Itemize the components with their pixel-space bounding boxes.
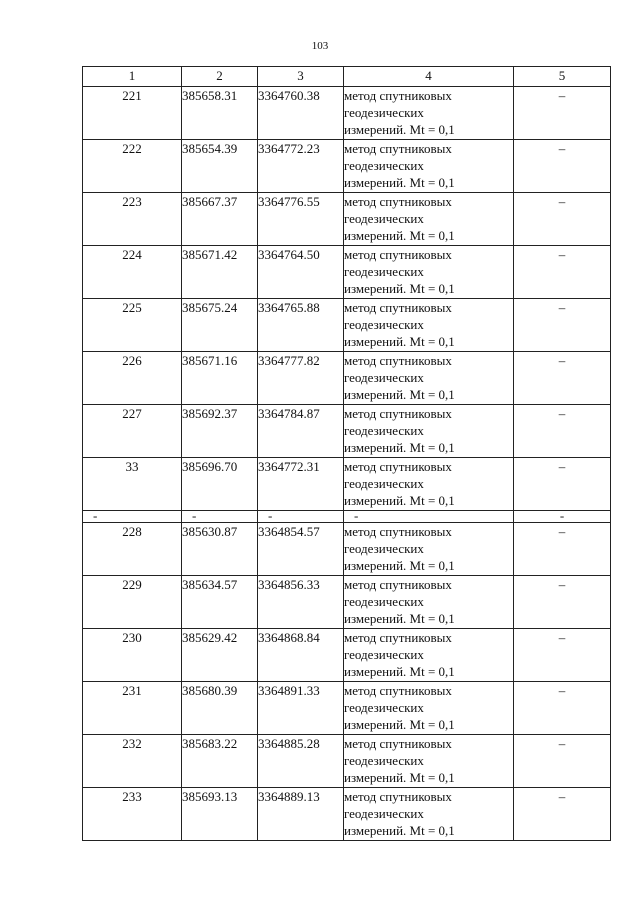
method-text: геодезических [344, 476, 424, 491]
table-row [83, 576, 611, 629]
y-coordinate-cell: 3364868.84 [258, 629, 344, 682]
method-text: геодезических [344, 158, 424, 173]
method-text: геодезических [344, 700, 424, 715]
x-coordinate-cell: 385692.37 [182, 405, 258, 458]
method-cell [344, 682, 514, 735]
description-cell: – [514, 735, 611, 788]
method-text: измерений. Mt = 0,1 [344, 228, 455, 243]
method-cell [344, 788, 514, 841]
coordinates-table [82, 66, 611, 841]
method-text: метод спутниковых [344, 736, 452, 751]
method-text: геодезических [344, 594, 424, 609]
y-coordinate-cell: 3364777.82 [258, 352, 344, 405]
x-coordinate-cell: 385667.37 [182, 193, 258, 246]
description-cell: – [514, 576, 611, 629]
description-cell: – [514, 788, 611, 841]
y-coordinate-cell: 3364854.57 [258, 523, 344, 576]
method-text: геодезических [344, 423, 424, 438]
method-text: измерений. Mt = 0,1 [344, 175, 455, 190]
y-coordinate-cell: 3364776.55 [258, 193, 344, 246]
method-text: метод спутниковых [344, 406, 452, 421]
point-number-cell: 226 [83, 352, 182, 405]
point-number-cell: 225 [83, 299, 182, 352]
table-row [83, 629, 611, 682]
method-text: измерений. Mt = 0,1 [344, 770, 455, 785]
description-cell: – [514, 405, 611, 458]
point-number-cell: 232 [83, 735, 182, 788]
point-number-cell: 222 [83, 140, 182, 193]
description-cell: – [514, 629, 611, 682]
method-text: измерений. Mt = 0,1 [344, 281, 455, 296]
method-text: измерений. Mt = 0,1 [344, 493, 455, 508]
method-cell [344, 140, 514, 193]
description-cell: – [514, 299, 611, 352]
description-cell: – [514, 246, 611, 299]
method-text: метод спутниковых [344, 789, 452, 804]
description-cell: – [514, 352, 611, 405]
method-text: метод спутниковых [344, 194, 452, 209]
method-cell [344, 523, 514, 576]
table-row [83, 405, 611, 458]
header-cell: 2 [182, 67, 258, 87]
table-row [83, 299, 611, 352]
x-coordinate-cell: 385630.87 [182, 523, 258, 576]
point-number-cell: 231 [83, 682, 182, 735]
method-text: метод спутниковых [344, 577, 452, 592]
point-number-cell: 33 [83, 458, 182, 511]
point-number-cell: 224 [83, 246, 182, 299]
point-number-cell: 223 [83, 193, 182, 246]
y-coordinate-cell: 3364764.50 [258, 246, 344, 299]
y-coordinate-cell: 3364765.88 [258, 299, 344, 352]
table-row [83, 735, 611, 788]
method-text: метод спутниковых [344, 141, 452, 156]
x-coordinate-cell: 385634.57 [182, 576, 258, 629]
method-cell [344, 193, 514, 246]
point-number-cell: 221 [83, 87, 182, 140]
table-row [83, 682, 611, 735]
x-coordinate-cell: 385654.39 [182, 140, 258, 193]
method-text: геодезических [344, 541, 424, 556]
separator-cell: - [258, 511, 344, 523]
separator-cell: - [514, 511, 611, 523]
method-cell [344, 87, 514, 140]
method-text: измерений. Mt = 0,1 [344, 440, 455, 455]
description-cell: – [514, 140, 611, 193]
x-coordinate-cell: 385629.42 [182, 629, 258, 682]
method-cell [344, 735, 514, 788]
description-cell: – [514, 682, 611, 735]
y-coordinate-cell: 3364856.33 [258, 576, 344, 629]
method-cell [344, 458, 514, 511]
point-number-cell: 228 [83, 523, 182, 576]
description-cell: – [514, 87, 611, 140]
table-row [83, 140, 611, 193]
header-cell: 5 [514, 67, 611, 87]
method-cell [344, 576, 514, 629]
method-text: метод спутниковых [344, 683, 452, 698]
method-text: метод спутниковых [344, 88, 452, 103]
x-coordinate-cell: 385680.39 [182, 682, 258, 735]
table-row [83, 87, 611, 140]
method-text: геодезических [344, 753, 424, 768]
method-text: измерений. Mt = 0,1 [344, 664, 455, 679]
method-text: геодезических [344, 211, 424, 226]
point-number-cell: 230 [83, 629, 182, 682]
description-cell: – [514, 193, 611, 246]
x-coordinate-cell: 385693.13 [182, 788, 258, 841]
page-number: 103 [311, 40, 329, 52]
description-cell: – [514, 523, 611, 576]
method-text: метод спутниковых [344, 353, 452, 368]
description-cell: – [514, 458, 611, 511]
header-cell: 4 [344, 67, 514, 87]
y-coordinate-cell: 3364760.38 [258, 87, 344, 140]
method-cell [344, 299, 514, 352]
x-coordinate-cell: 385696.70 [182, 458, 258, 511]
x-coordinate-cell: 385658.31 [182, 87, 258, 140]
method-text: измерений. Mt = 0,1 [344, 122, 455, 137]
method-text: геодезических [344, 105, 424, 120]
y-coordinate-cell: 3364772.31 [258, 458, 344, 511]
header-row [83, 67, 611, 87]
header-cell: 3 [258, 67, 344, 87]
method-text: измерений. Mt = 0,1 [344, 611, 455, 626]
header-cell: 1 [83, 67, 182, 87]
method-text: геодезических [344, 370, 424, 385]
table-row [83, 352, 611, 405]
method-text: измерений. Mt = 0,1 [344, 558, 455, 573]
separator-cell: - [83, 511, 182, 523]
y-coordinate-cell: 3364772.23 [258, 140, 344, 193]
y-coordinate-cell: 3364784.87 [258, 405, 344, 458]
method-text: геодезических [344, 264, 424, 279]
separator-cell: - [182, 511, 258, 523]
method-text: метод спутниковых [344, 247, 452, 262]
point-number-cell: 229 [83, 576, 182, 629]
separator-row [83, 511, 611, 523]
method-text: измерений. Mt = 0,1 [344, 717, 455, 732]
x-coordinate-cell: 385671.16 [182, 352, 258, 405]
method-text: геодезических [344, 317, 424, 332]
point-number-cell: 233 [83, 788, 182, 841]
point-number-cell: 227 [83, 405, 182, 458]
y-coordinate-cell: 3364891.33 [258, 682, 344, 735]
method-text: измерений. Mt = 0,1 [344, 334, 455, 349]
table-row [83, 523, 611, 576]
method-text: метод спутниковых [344, 300, 452, 315]
method-cell [344, 629, 514, 682]
method-cell [344, 405, 514, 458]
table-row [83, 788, 611, 841]
x-coordinate-cell: 385683.22 [182, 735, 258, 788]
y-coordinate-cell: 3364885.28 [258, 735, 344, 788]
x-coordinate-cell: 385675.24 [182, 299, 258, 352]
method-text: метод спутниковых [344, 524, 452, 539]
x-coordinate-cell: 385671.42 [182, 246, 258, 299]
method-cell [344, 246, 514, 299]
method-text: измерений. Mt = 0,1 [344, 823, 455, 838]
y-coordinate-cell: 3364889.13 [258, 788, 344, 841]
method-text: метод спутниковых [344, 630, 452, 645]
method-text: геодезических [344, 647, 424, 662]
table-row [83, 458, 611, 511]
table-row [83, 246, 611, 299]
method-text: геодезических [344, 806, 424, 821]
separator-cell: - [344, 511, 514, 523]
method-cell [344, 352, 514, 405]
method-text: измерений. Mt = 0,1 [344, 387, 455, 402]
table-row [83, 193, 611, 246]
method-text: метод спутниковых [344, 459, 452, 474]
